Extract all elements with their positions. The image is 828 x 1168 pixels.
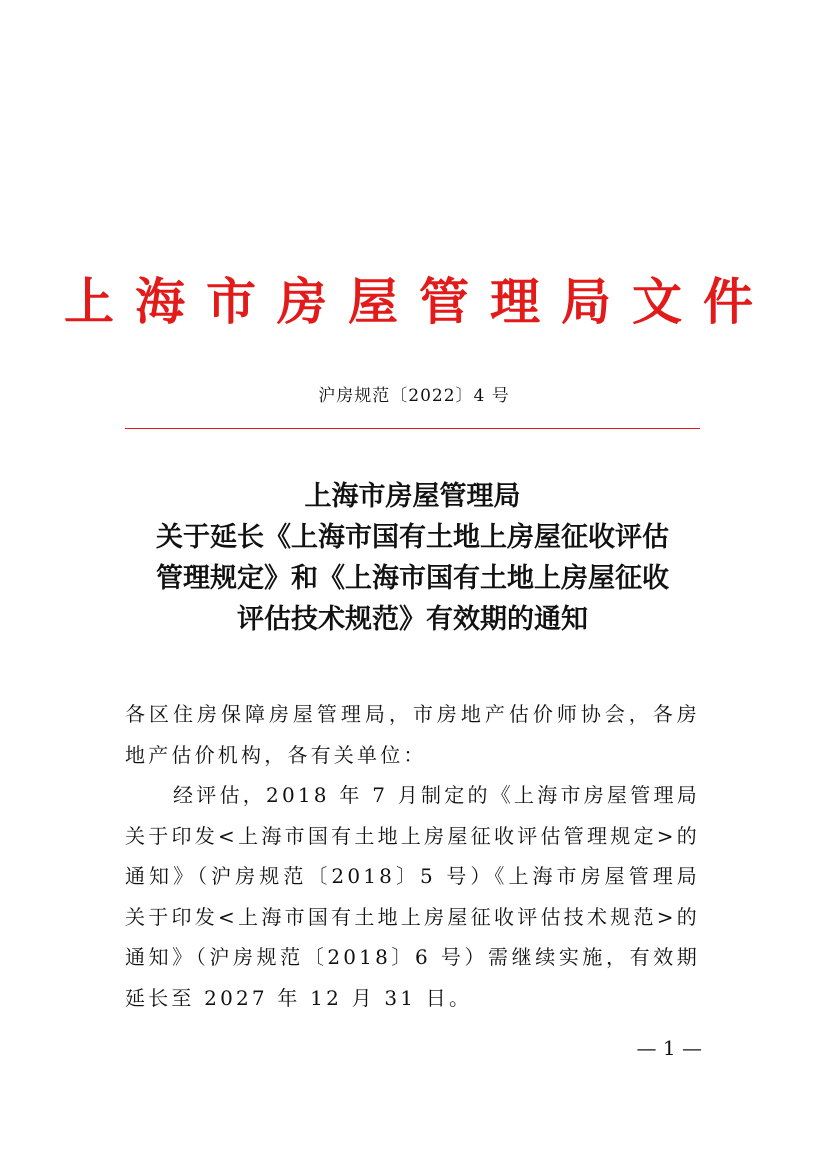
document-body [125,694,700,1018]
document-title [125,476,700,640]
body-paragraph: 经评估，2018 年 7 月制定的《上海市房屋管理局关于印发<上海市国有土地上房屋征收评估管理规定>的通知》（沪房规范〔2018〕5 号）《上海市房屋管理局关于印发<上海市国有土地上房屋征收评估技术规范>的通知》（沪房规范〔2018〕6 号）需继续实施，有效期延长至 2027 年 12 月 31 日。 [125,783,700,1010]
title-line-3: 管理规定》和《上海市国有土地上房屋征收 [156,563,669,594]
title-line-4: 评估技术规范》有效期的通知 [237,604,588,635]
document-masthead: 上海市房屋管理局文件 [64,273,774,331]
addressees: 各区住房保障房屋管理局，市房地产估价师协会，各房地产估价机构，各有关单位： [125,702,700,767]
document-number: 沪房规范〔2022〕4 号 [318,386,510,406]
title-line-1: 上海市房屋管理局 [304,481,521,512]
title-line-2: 关于延长《上海市国有土地上房屋征收评估 [156,522,669,553]
page-number: — 1 — [636,1036,702,1060]
red-divider-line [125,428,700,429]
